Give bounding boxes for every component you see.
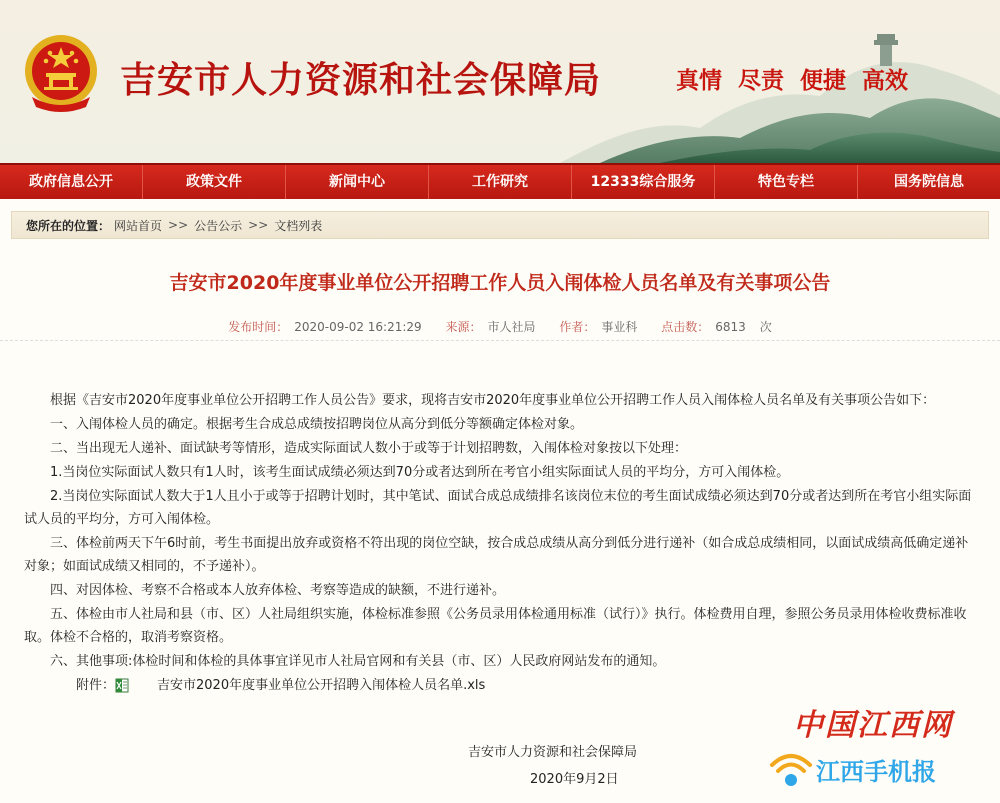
article-meta bbox=[0, 318, 1000, 335]
national-emblem-icon bbox=[22, 31, 100, 115]
meta-value: 6813 bbox=[715, 320, 746, 334]
article-title: 吉安市2020年度事业单位公开招聘工作人员入闱体检人员名单及有关事项公告 bbox=[169, 272, 831, 294]
nav-item-gov-info[interactable]: 政府信息公开 bbox=[0, 165, 143, 199]
paragraph: 二、当出现无人递补、面试缺考等情形，造成实际面试人数小于或等于计划招聘数，入闱体检对象按以下处理： bbox=[50, 441, 688, 456]
meta-value: 2020-09-02 16:21:29 bbox=[294, 320, 422, 334]
meta-published bbox=[228, 320, 421, 334]
nav-item-news[interactable]: 新闻中心 bbox=[286, 165, 429, 199]
paragraph: 2.当岗位实际面试人数大于1人且小于或等于招聘计划时，其中笔试、面试合成总成绩排名该岗位末位的考生面试成绩必须达到70分或者达到所在考官小组实际面试人员的平均分，方可入闱体检。 bbox=[24, 489, 972, 527]
main-nav bbox=[0, 163, 1000, 199]
meta-label: 来源： bbox=[445, 320, 482, 334]
attachment-row bbox=[24, 674, 976, 697]
article-body bbox=[24, 389, 976, 697]
watermark-jxsjb bbox=[768, 749, 936, 789]
meta-author bbox=[559, 320, 637, 334]
nav-item-research[interactable]: 工作研究 bbox=[429, 165, 572, 199]
watermark-jxcn: 中国江西网 bbox=[793, 708, 953, 743]
meta-source bbox=[446, 320, 536, 334]
watermark-text: 江西手机报 bbox=[816, 757, 936, 786]
paragraph: 四、对因体检、考察不合格或本人放弃体检、考察等造成的缺额，不进行递补。 bbox=[50, 583, 506, 598]
nav-item-featured[interactable]: 特色专栏 bbox=[715, 165, 858, 199]
meta-label: 点击数： bbox=[661, 320, 710, 334]
nav-item-policy[interactable]: 政策文件 bbox=[143, 165, 286, 199]
signature: 吉安市人力资源和社会保障局 bbox=[468, 745, 638, 760]
paragraph: 根据《吉安市2020年度事业单位公开招聘工作人员公告》要求，现将吉安市2020年度事业单位公开招聘工作人员入闱体检人员名单及有关事项公告如下： bbox=[50, 393, 936, 408]
meta-unit: 次 bbox=[759, 320, 772, 334]
slogan-word: 尽责 bbox=[738, 67, 784, 94]
slogan-word: 真情 bbox=[676, 67, 722, 94]
slogan-word: 高效 bbox=[862, 67, 908, 94]
breadcrumb-separator: >> bbox=[248, 218, 269, 232]
publish-date: 2020年9月2日 bbox=[530, 772, 619, 787]
breadcrumb-home-link[interactable]: 网站首页 bbox=[114, 218, 163, 233]
site-header bbox=[0, 0, 1000, 163]
signal-icon bbox=[768, 749, 814, 789]
attachment-label: 附件： bbox=[76, 678, 116, 693]
slogan-word: 便捷 bbox=[800, 67, 846, 94]
paragraph: 五、体检由市人社局和县（市、区）人社局组织实施，体检标准参照《公务员录用体检通用标准（试行）》执行。体检费用自理，参照公务员录用体检收费标准收取。体检不合格的，取消考察资格。 bbox=[24, 607, 967, 645]
meta-label: 发布时间： bbox=[228, 320, 289, 334]
breadcrumb bbox=[11, 211, 989, 239]
paragraph: 六、其他事项:体检时间和体检的具体事宜详见市人社局官网和有关县（市、区）人民政府网站发布的通知。 bbox=[50, 654, 666, 669]
meta-clicks bbox=[661, 320, 772, 334]
paragraph: 一、入闱体检人员的确定。根据考生合成总成绩按招聘岗位从高分到低分等额确定体检对象。 bbox=[50, 417, 584, 432]
divider bbox=[0, 340, 1000, 341]
breadcrumb-notices-link[interactable]: 公告公示 bbox=[194, 218, 243, 233]
nav-item-state-council[interactable]: 国务院信息 bbox=[894, 174, 964, 190]
breadcrumb-label: 您所在的位置： bbox=[26, 218, 111, 233]
breadcrumb-separator: >> bbox=[168, 218, 189, 232]
attachment-link[interactable]: 吉安市2020年度事业单位公开招聘入闱体检人员名单.xls bbox=[157, 678, 486, 693]
meta-value: 市人社局 bbox=[487, 320, 536, 334]
breadcrumb-doclist-link[interactable]: 文档列表 bbox=[274, 218, 323, 233]
nav-item-12333[interactable]: 12333综合服务 bbox=[572, 165, 715, 199]
paragraph: 1.当岗位实际面试人数只有1人时，该考生面试成绩必须达到70分或者达到所在考官小组实际面试人员的平均分，方可入闱体检。 bbox=[50, 465, 790, 480]
paragraph: 三、体检前两天下午6时前，考生书面提出放弃或资格不符出现的岗位空缺，按合成总成绩从高分到低分进行递补（如合成总成绩相同，以面试成绩高低确定递补对象；如面试成绩又相同的，不予递补）。 bbox=[24, 536, 969, 574]
excel-file-icon bbox=[115, 678, 129, 693]
meta-value: 事业科 bbox=[601, 320, 638, 334]
site-title: 吉安市人力资源和社会保障局 bbox=[120, 59, 602, 101]
meta-label: 作者： bbox=[559, 320, 596, 334]
slogan bbox=[676, 62, 908, 95]
